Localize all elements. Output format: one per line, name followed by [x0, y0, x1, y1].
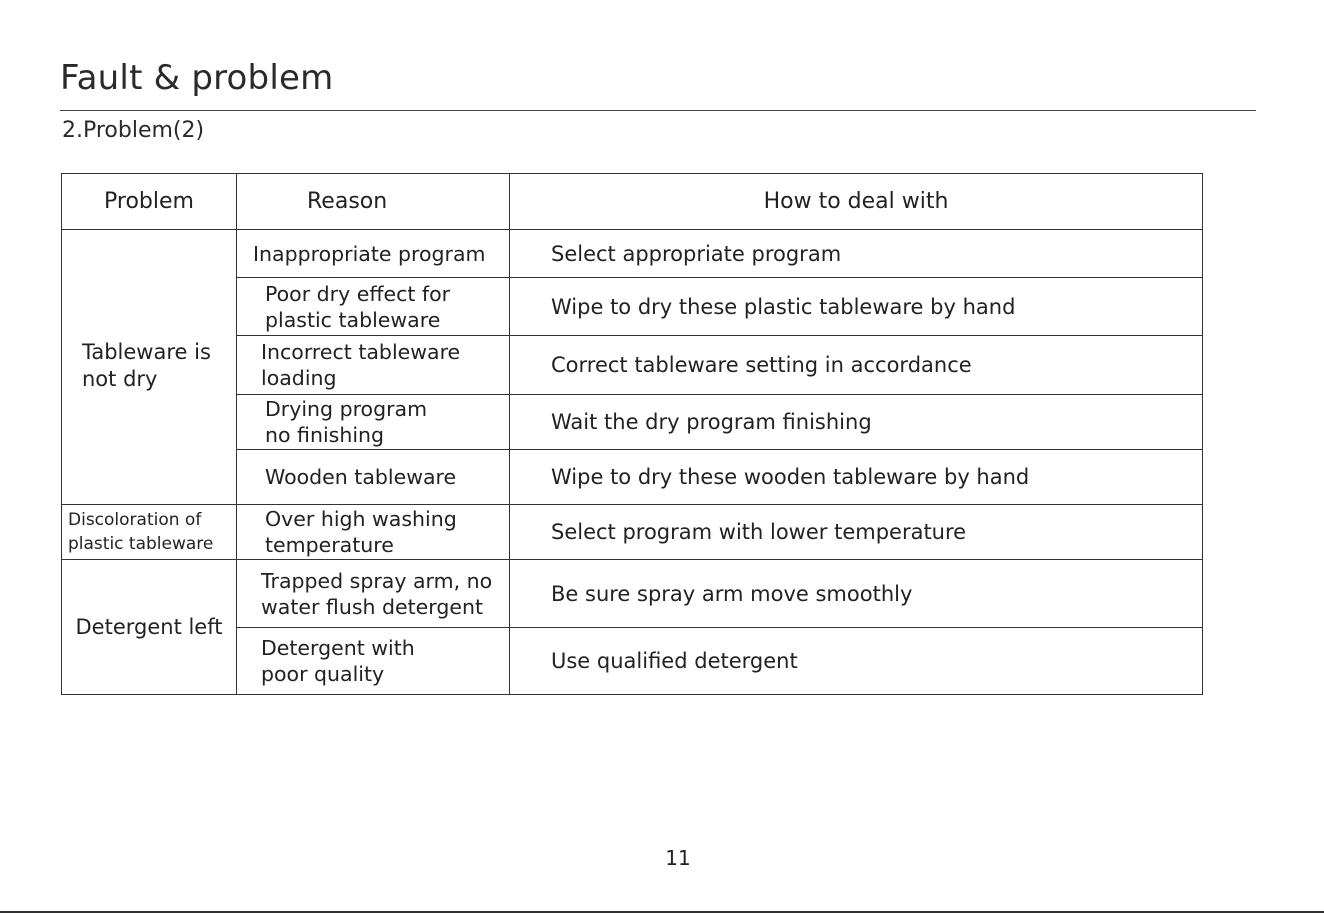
table-header-row	[62, 174, 1203, 230]
bottom-divider	[0, 911, 1324, 913]
problem-cell-discoloration	[62, 505, 237, 560]
reason-cell: Wooden tableware	[237, 450, 510, 505]
reason-cell: Poor dry effect for plastic tableware	[237, 278, 510, 336]
solution-cell: Select program with lower temperature	[510, 505, 1203, 560]
title-divider	[60, 110, 1256, 111]
solution-cell: Be sure spray arm move smoothly	[510, 560, 1203, 628]
reason-cell: Incorrect tableware loading	[237, 336, 510, 395]
solution-cell: Wipe to dry these plastic tableware by hand	[510, 278, 1203, 336]
table-row	[62, 560, 1203, 628]
problem-cell-not-dry	[62, 230, 237, 505]
reason-cell: Drying program no finishing	[237, 395, 510, 450]
page-title: Fault & problem	[60, 58, 334, 98]
page-number: 11	[665, 846, 691, 870]
reason-cell: Over high washing temperature	[237, 505, 510, 560]
solution-cell: Wipe to dry these wooden tableware by hand	[510, 450, 1203, 505]
problem-cell-detergent-left	[62, 560, 237, 695]
reason-cell: Trapped spray arm, no water flush detergent	[237, 560, 510, 628]
reason-cell: Detergent with poor quality	[237, 628, 510, 695]
solution-cell: Wait the dry program finishing	[510, 395, 1203, 450]
solution-cell: Use qualified detergent	[510, 628, 1203, 695]
reason-cell: Inappropriate program	[237, 230, 510, 278]
section-heading: 2.Problem(2)	[62, 118, 205, 143]
table-row	[62, 230, 1203, 278]
problem-label-discoloration: Discoloration of plastic tableware	[68, 510, 214, 554]
problem-label-detergent-left: Detergent left	[75, 614, 223, 639]
table-row	[62, 505, 1203, 560]
fault-table	[61, 173, 1203, 695]
solution-cell: Select appropriate program	[510, 230, 1203, 278]
column-header-problem: Problem	[62, 174, 237, 230]
column-header-reason: Reason	[237, 174, 510, 230]
column-header-how-to-deal: How to deal with	[510, 174, 1203, 230]
problem-label-not-dry: Tableware is not dry	[82, 340, 211, 391]
solution-cell: Correct tableware setting in accordance	[510, 336, 1203, 395]
